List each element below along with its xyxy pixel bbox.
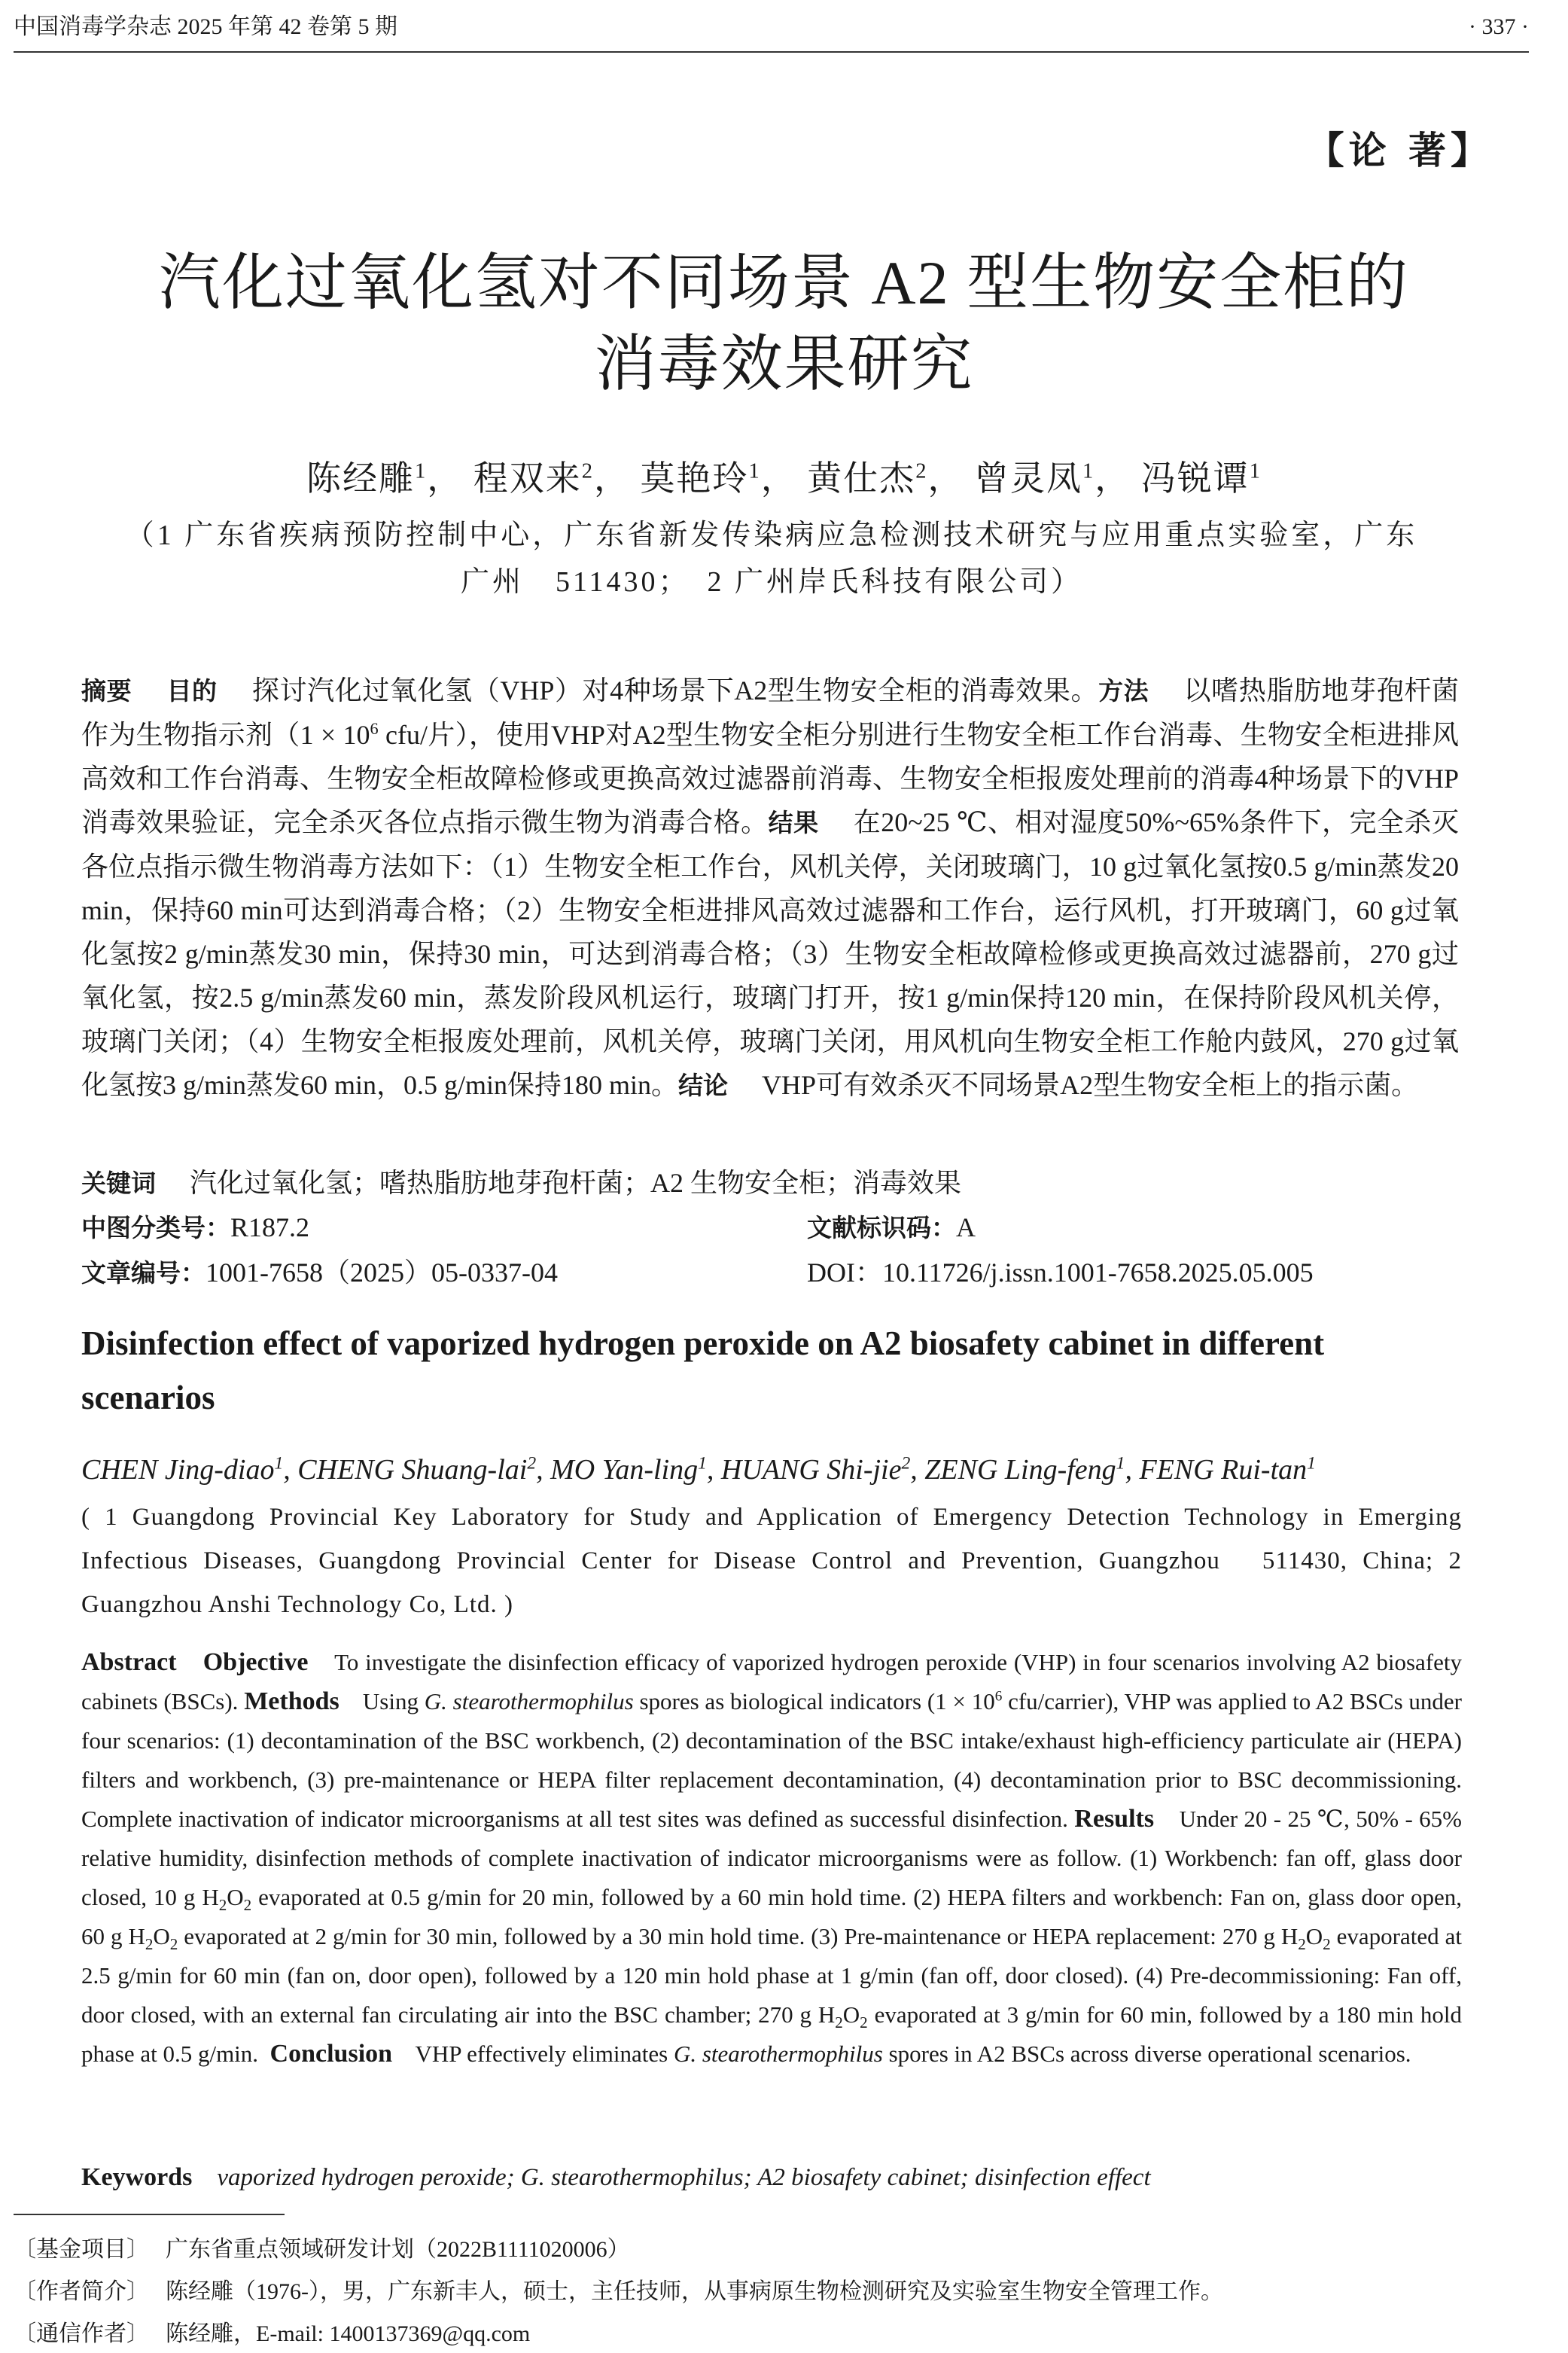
objective-label: 目的	[166, 676, 218, 706]
header-rule	[14, 51, 1529, 53]
conclusion-en-label: Conclusion	[269, 2040, 393, 2068]
objective-en-text: To investigate the disinfection efficacy of vaporized hydrogen peroxide (VHP) in four scenarios involving A2 biosafety cabinets (BSCs).	[81, 1649, 1462, 1714]
doc-code-value: A	[956, 1212, 976, 1242]
article-title-cn	[0, 242, 1568, 405]
article-id-row	[81, 1251, 1459, 1294]
title-line-2: 消毒效果研究	[594, 330, 974, 398]
author: 冯锐谭$^1$	[1140, 459, 1262, 498]
footnote-correspondence: 〔通信作者〕 陈经雕，E-mail: 1400137369@qq.com	[14, 2321, 531, 2346]
author: FENG Rui-$\tan^1$	[1139, 1453, 1316, 1486]
results-label: 结果	[768, 808, 819, 837]
keywords-cn	[81, 1161, 1459, 1205]
email-link[interactable]: 陈经雕，E-mail: 1400137369@qq.com	[166, 2321, 531, 2346]
conclusion-label: 结论	[678, 1071, 729, 1100]
title-line-1: 汽化过氧化氢对不同场景 A2 型生物安全柜的	[158, 248, 1410, 317]
article-title-en: Disinfection effect of vaporized hydrogen peroxide on A2 biosafety cabinet in different scenarios	[81, 1324, 1325, 1416]
doi-label: DOI：	[807, 1257, 882, 1288]
doc-code-label: 文献标识码：	[807, 1213, 956, 1242]
abstract-en	[81, 1643, 1462, 2074]
section-tag: 【论 著】	[1306, 129, 1493, 172]
keywords-en-label: Keywords	[81, 2163, 193, 2191]
clc-label: 中图分类号：	[81, 1213, 230, 1242]
running-header	[14, 11, 1529, 44]
author: MO Yan-ling$^1$	[550, 1453, 707, 1486]
results-en-label: Results	[1074, 1805, 1155, 1833]
methods-en-label: Methods	[244, 1687, 339, 1715]
methods-text: 以嗜热脂肪地芽孢杆菌作为生物指示剂（$1 \times 10^6$ cfu/片），使用VHP对A2型生物安全柜分别进行生物安全柜工作台消毒、生物安全柜进排风高效和工作台消毒、生物安全柜故障检修或更换高效过滤器前消毒、生物安全柜报废处理前的消毒4种场景下的VHP消毒效果验证，完全杀灭各位点指示微生物为消毒合格。	[81, 675, 1459, 837]
keywords-value: 汽化过氧化氢；嗜热脂肪地芽孢杆菌；A2 生物安全柜；消毒效果	[190, 1168, 962, 1198]
author: 黄仕杰$^2$	[807, 459, 928, 498]
footnote-author-bio: 〔作者简介〕 陈经雕（1976-），男，广东新丰人，硕士，主任技师，从事病原生物检测研究及实验室生物安全管理工作。	[14, 2279, 1223, 2304]
author: 程双来$^2$	[473, 459, 594, 498]
conclusion-en-text: VHP effectively eliminates G. stearothermophilus spores in A2 BSCs across diverse operational scenarios.	[415, 2041, 1411, 2067]
affiliation-cn: （1 广东省疾病预防控制中心，广东省新发传染病应急检测技术研究与应用重点实验室，广东 广州 511430； 2 广州岸氏科技有限公司）	[125, 520, 1418, 598]
author: 莫艳玲$^1$	[640, 459, 761, 498]
footnote-rule	[14, 2214, 285, 2215]
keywords-en	[81, 2158, 1462, 2197]
authors-en: CHEN Jing-diao$^1$, CHENG Shuang-lai$^2$, MO Yan-ling$^1$, HUANG Shi-jie$^2$, ZENG Ling-feng$^1$, FENG Rui-$\tan^1$	[81, 1453, 1316, 1486]
author: CHENG Shuang-lai$^2$	[297, 1453, 537, 1486]
page-number: · 337 ·	[1469, 14, 1529, 39]
author: 曾灵凤$^1$	[974, 459, 1095, 498]
objective-en-label: Objective	[202, 1648, 309, 1676]
article-no-value: 1001-7658（2025）05-0337-04	[206, 1257, 558, 1288]
journal-name: 中国消毒学杂志 2025 年第 42 卷第 5 期	[14, 14, 397, 39]
conclusion-text: VHP可有效杀灭不同场景A2型生物安全柜上的指示菌。	[762, 1070, 1419, 1100]
methods-label: 方法	[1098, 676, 1149, 706]
author: 陈经雕$^1$	[306, 459, 428, 498]
authors-cn: 陈经雕$^1$， 程双来$^2$， 莫艳玲$^1$， 黄仕杰$^2$， 曾灵凤$^1$， 冯锐谭$^1$	[306, 459, 1262, 498]
footnote-funding: 〔基金项目〕 广东省重点领域研发计划（2022B1111020006）	[14, 2237, 630, 2262]
keywords-label: 关键词	[81, 1169, 156, 1198]
objective-text: 探讨汽化过氧化氢（VHP）对4种场景下A2型生物安全柜的消毒效果。	[251, 675, 1099, 706]
affiliation-en: ( 1 Guangdong Provincial Key Laboratory for Study and Application of Emergency Detection Technology in Emerging Infectious Diseases, Guangdong Provincial Center for Disease Control and Prevention, Guangzhou 511430, China; 2 Guangzhou Anshi Technology Co, Ltd. )	[81, 1504, 1462, 1618]
author: CHEN Jing-diao$^1$	[81, 1453, 284, 1486]
article-no-label: 文章编号：	[81, 1258, 206, 1288]
clc-value: R187.2	[230, 1212, 310, 1242]
results-text: 在20~25 ℃、相对湿度50%~65%条件下，完全杀灭各位点指示微生物消毒方法如下：（1）生物安全柜工作台，风机关停，关闭玻璃门，10 g过氧化氢按0.5 g/min蒸发20 min，保持60 min可达到消毒合格；（2）生物安全柜进排风高效过滤器和工作台，运行风机，打开玻璃门，60 g过氧化氢按2 g/min蒸发30 min，保持30 min，可达到消毒合格；（3）生物安全柜故障检修或更换高效过滤器前，270 g过氧化氢，按2.5 g/min蒸发60 min，蒸发阶段风机运行，玻璃门打开，按1 g/min保持120 min，在保持阶段风机关停，玻璃门关闭；（4）生物安全柜报废处理前，风机关停，玻璃门关闭，用风机向生物安全柜工作舱内鼓风，270 g过氧化氢按3 g/min蒸发60 min，0.5 g/min保持180 min。	[81, 807, 1459, 1100]
results-en-text: Under 20 - 25 ℃, 50% - 65% relative humidity, disinfection methods of complete inactivation of indicator microorganisms were as follow. (1) Workbench: fan off, glass door closed, 10 g $H_2O_2$ evaporated at 0.5 g/min for 20 min, followed by a 60 min hold time. (2) HEPA filters and workbench: Fan on, glass door open, 60 g $H_2O_2$ evaporated at 2 g/min for 30 min, followed by a 30 min hold time. (3) Pre-maintenance or HEPA replacement: 270 g $H_2O_2$ evaporated at 2.5 g/min for 60 min (fan on, door open), followed by a 120 min hold phase at 1 g/min (fan off, door closed). (4) Pre-decommissioning: Fan off, door closed, with an external fan circulating air into the BSC chamber; 270 g $H_2O_2$ evaporated at 3 g/min for 60 min, followed by a 180 min hold phase at 0.5 g/min.	[81, 1806, 1463, 2067]
classification-row	[81, 1206, 1459, 1249]
keywords-en-value: vaporized hydrogen peroxide; G. stearothermophilus; A2 biosafety cabinet; disinfection effect	[217, 2164, 1151, 2191]
methods-en-text: Using G. stearothermophilus spores as biological indicators ($1 \times 10^6$ cfu/carrier), VHP was applied to A2 BSCs under four scenarios: (1) decontamination of the BSC workbench, (2) decontamination of the BSC intake/exhaust high-efficiency particulate air (HEPA) filters and workbench, (3) pre-maintenance or HEPA filter replacement decontamination, (4) decontamination prior to BSC decommissioning. Complete inactivation of indicator microorganisms at all test sites was defined as successful disinfection.	[81, 1688, 1463, 1832]
author: HUANG Shi-jie$^2$	[720, 1453, 911, 1486]
abstract-en-label: Abstract	[81, 1648, 177, 1676]
abstract-label: 摘要	[81, 676, 132, 706]
abstract-cn	[81, 669, 1459, 1108]
author: ZENG Ling-feng$^1$	[924, 1453, 1125, 1486]
doi-link[interactable]: 10.11726/j.issn.1001-7658.2025.05.005	[882, 1257, 1314, 1288]
